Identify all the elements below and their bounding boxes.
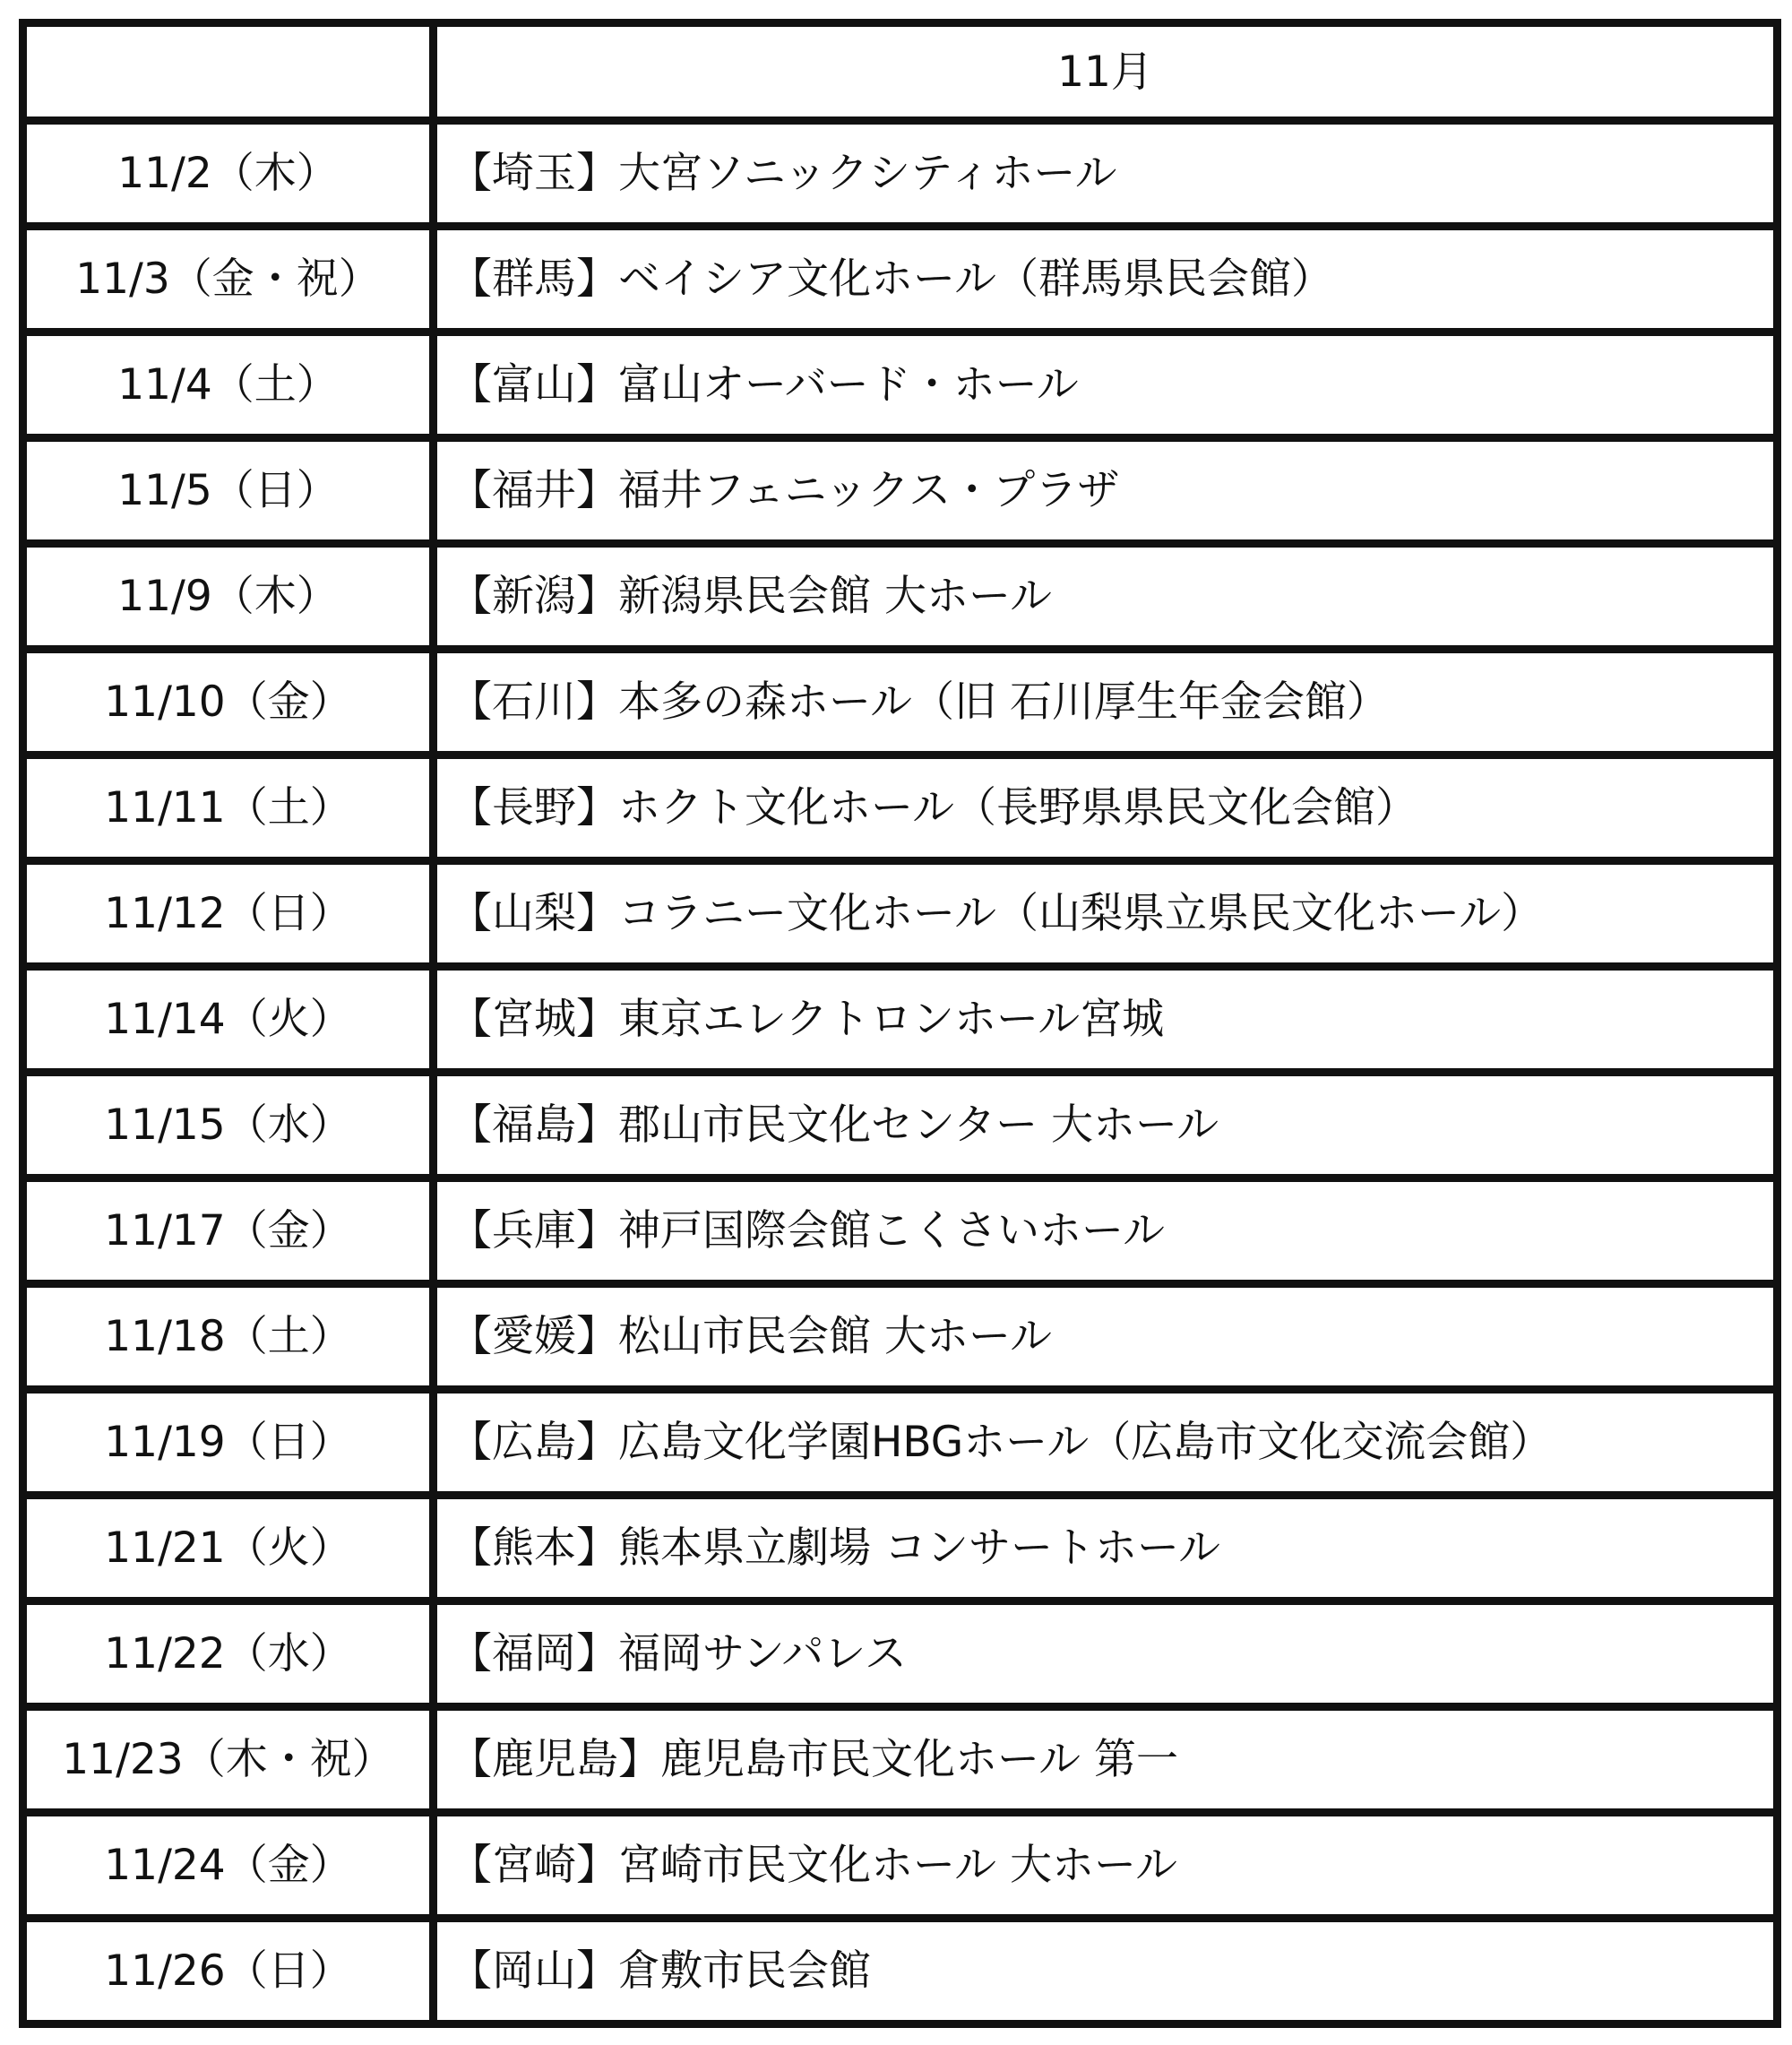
table-row	[23, 1707, 1778, 1813]
date-cell: 11/3（金・祝）	[23, 227, 434, 332]
venue-cell: 【富山】富山オーバード・ホール	[434, 332, 1778, 438]
date-cell: 11/26（日）	[23, 1919, 434, 2024]
table-row	[23, 1919, 1778, 2024]
table-row	[23, 650, 1778, 755]
table-header-row	[23, 23, 1778, 121]
table-row	[23, 1178, 1778, 1284]
venue-cell: 【長野】ホクト文化ホール（長野県県民文化会館）	[434, 755, 1778, 861]
venue-cell: 【山梨】コラニー文化ホール（山梨県立県民文化ホール）	[434, 861, 1778, 967]
month-column-header: 11月	[434, 23, 1778, 121]
venue-cell: 【福井】福井フェニックス・プラザ	[434, 438, 1778, 544]
table-row	[23, 1390, 1778, 1496]
venue-cell: 【群馬】ベイシア文化ホール（群馬県民会館）	[434, 227, 1778, 332]
date-cell: 11/2（木）	[23, 121, 434, 227]
venue-cell: 【福島】郡山市民文化センター 大ホール	[434, 1073, 1778, 1178]
table-row	[23, 1073, 1778, 1178]
date-cell: 11/5（日）	[23, 438, 434, 544]
date-cell: 11/10（金）	[23, 650, 434, 755]
table-row	[23, 861, 1778, 967]
venue-cell: 【兵庫】神戸国際会館こくさいホール	[434, 1178, 1778, 1284]
venue-cell: 【埼玉】大宮ソニックシティホール	[434, 121, 1778, 227]
date-column-header	[23, 23, 434, 121]
date-cell: 11/17（金）	[23, 1178, 434, 1284]
venue-cell: 【石川】本多の森ホール（旧 石川厚生年金会館）	[434, 650, 1778, 755]
table-row	[23, 1284, 1778, 1390]
date-cell: 11/12（日）	[23, 861, 434, 967]
table-row	[23, 332, 1778, 438]
venue-cell: 【福岡】福岡サンパレス	[434, 1601, 1778, 1707]
date-cell: 11/19（日）	[23, 1390, 434, 1496]
table-row	[23, 544, 1778, 650]
table-row	[23, 227, 1778, 332]
date-cell: 11/11（土）	[23, 755, 434, 861]
date-cell: 11/14（火）	[23, 967, 434, 1073]
venue-cell: 【広島】広島文化学園HBGホール（広島市文化交流会館）	[434, 1390, 1778, 1496]
venue-cell: 【熊本】熊本県立劇場 コンサートホール	[434, 1496, 1778, 1601]
table-row	[23, 1601, 1778, 1707]
date-cell: 11/22（水）	[23, 1601, 434, 1707]
venue-cell: 【鹿児島】鹿児島市民文化ホール 第一	[434, 1707, 1778, 1813]
date-cell: 11/23（木・祝）	[23, 1707, 434, 1813]
schedule-rows	[23, 121, 1778, 2024]
date-cell: 11/18（土）	[23, 1284, 434, 1390]
table-row	[23, 1813, 1778, 1919]
date-cell: 11/15（水）	[23, 1073, 434, 1178]
venue-cell: 【宮城】東京エレクトロンホール宮城	[434, 967, 1778, 1073]
venue-cell: 【愛媛】松山市民会館 大ホール	[434, 1284, 1778, 1390]
table-row	[23, 121, 1778, 227]
date-cell: 11/21（火）	[23, 1496, 434, 1601]
table-row	[23, 967, 1778, 1073]
venue-cell: 【宮崎】宮崎市民文化ホール 大ホール	[434, 1813, 1778, 1919]
tour-schedule-table	[19, 19, 1781, 2028]
table-row	[23, 438, 1778, 544]
venue-cell: 【岡山】倉敷市民会館	[434, 1919, 1778, 2024]
table-row	[23, 1496, 1778, 1601]
date-cell: 11/4（土）	[23, 332, 434, 438]
date-cell: 11/9（木）	[23, 544, 434, 650]
date-cell: 11/24（金）	[23, 1813, 434, 1919]
venue-cell: 【新潟】新潟県民会館 大ホール	[434, 544, 1778, 650]
table-row	[23, 755, 1778, 861]
